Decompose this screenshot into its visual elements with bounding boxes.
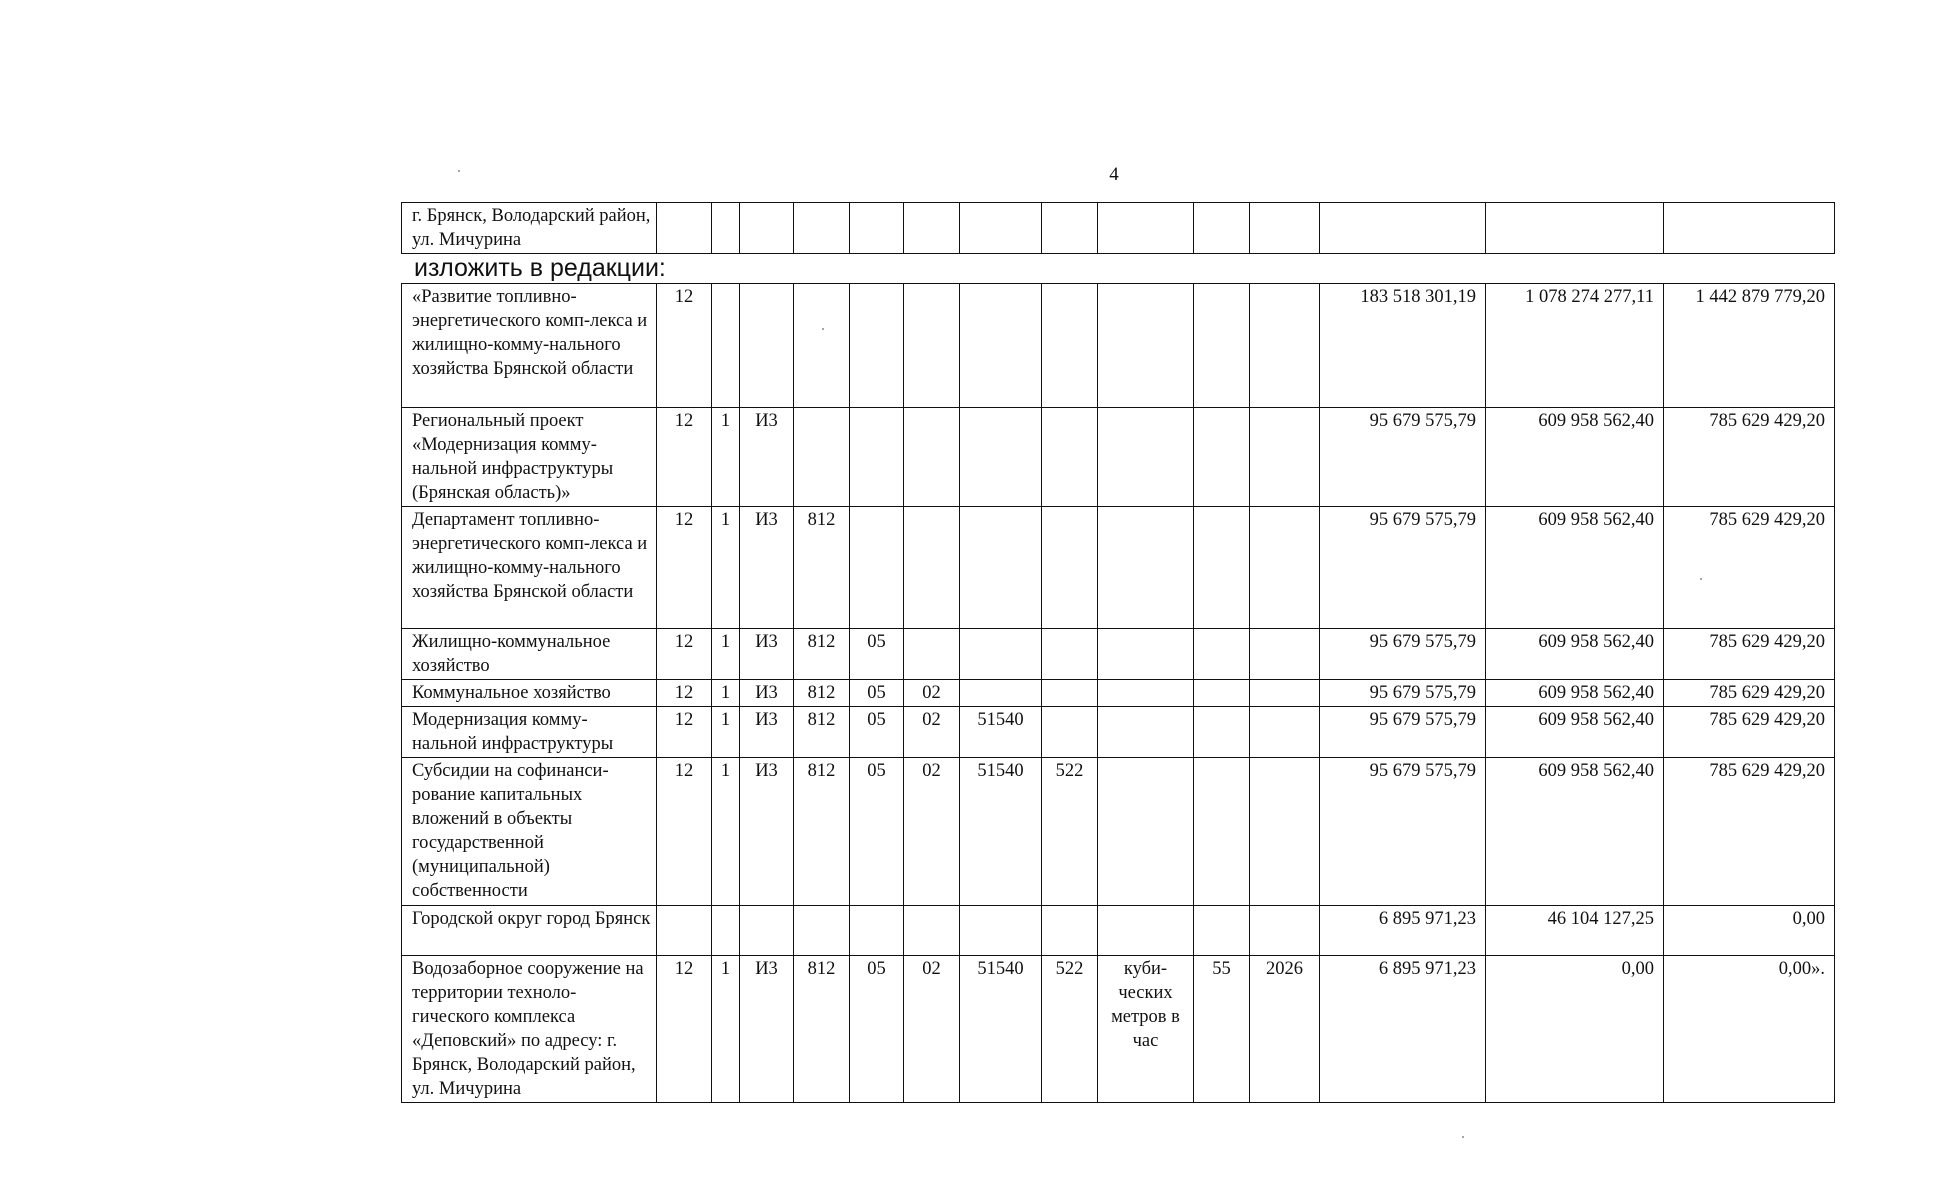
table-continuation: [401, 202, 1835, 254]
cell: [960, 203, 1042, 254]
edit-caption: изложить в редакции:: [414, 254, 666, 282]
code-cell-c7: [960, 680, 1042, 707]
cell: [657, 203, 712, 254]
row-name: Субсидии на софинанси-рование капитальных вложений в объекты государственной (муниципальной) собственности: [402, 758, 657, 906]
code-cell-c3: И3: [740, 707, 794, 758]
code-cell-c9: [1098, 906, 1194, 956]
table-row: [402, 203, 1835, 254]
cell: [1098, 203, 1194, 254]
cell: [1250, 203, 1320, 254]
code-cell-c11: [1250, 758, 1320, 906]
row-name: Жилищно-коммунальное хозяйство: [402, 629, 657, 680]
code-cell-c11: [1250, 906, 1320, 956]
table-row: [402, 284, 1835, 408]
amount-cell-v1: 6 895 971,23: [1320, 906, 1486, 956]
code-cell-c10: [1194, 284, 1250, 408]
amount-cell-v1: 95 679 575,79: [1320, 507, 1486, 629]
code-cell-c1: 12: [657, 507, 712, 629]
code-cell-c11: [1250, 707, 1320, 758]
code-cell-c6: 02: [904, 680, 960, 707]
amount-cell-v1: 95 679 575,79: [1320, 408, 1486, 507]
scan-speck: [1700, 578, 1702, 580]
code-cell-c2: 1: [712, 956, 740, 1103]
code-cell-c7: 51540: [960, 956, 1042, 1103]
table-row: [402, 507, 1835, 629]
code-cell-c1: 12: [657, 680, 712, 707]
code-cell-c3: И3: [740, 956, 794, 1103]
amount-cell-v1: 95 679 575,79: [1320, 629, 1486, 680]
row-name: «Развитие топливно-энергетического комп-лекса и жилищно-комму-нального хозяйства Брянской области: [402, 284, 657, 408]
amount-cell-v2: 609 958 562,40: [1486, 408, 1664, 507]
code-cell-c1: 12: [657, 707, 712, 758]
code-cell-c6: [904, 408, 960, 507]
code-cell-c2: 1: [712, 680, 740, 707]
code-cell-c9: [1098, 408, 1194, 507]
code-cell-c7: 51540: [960, 707, 1042, 758]
code-cell-c5: [850, 906, 904, 956]
code-cell-c1: [657, 906, 712, 956]
amount-cell-v3: 785 629 429,20: [1664, 680, 1835, 707]
code-cell-c11: [1250, 680, 1320, 707]
table-row: [402, 906, 1835, 956]
row-name: Водозаборное сооружение на территории техноло-гического комплекса «Деповский» по адресу: г. Брянск, Володарский район, ул. Мичурина: [402, 956, 657, 1103]
amount-cell-v3: 1 442 879 779,20: [1664, 284, 1835, 408]
code-cell-c9: [1098, 707, 1194, 758]
code-cell-c6: [904, 284, 960, 408]
cell: [712, 203, 740, 254]
amount-cell-v1: 95 679 575,79: [1320, 758, 1486, 906]
code-cell-c3: И3: [740, 680, 794, 707]
row-name: г. Брянск, Володарский район, ул. Мичурина: [402, 203, 657, 254]
code-cell-c4: 812: [794, 680, 850, 707]
cell: [1486, 203, 1664, 254]
scan-speck: [458, 170, 460, 172]
code-cell-c10: [1194, 408, 1250, 507]
code-cell-c2: 1: [712, 629, 740, 680]
code-cell-c3: И3: [740, 408, 794, 507]
code-cell-c10: [1194, 758, 1250, 906]
code-cell-c9: куби-ческих метров в час: [1098, 956, 1194, 1103]
amount-cell-v2: 609 958 562,40: [1486, 680, 1664, 707]
code-cell-c1: 12: [657, 956, 712, 1103]
code-cell-c7: 51540: [960, 758, 1042, 906]
code-cell-c5: [850, 284, 904, 408]
code-cell-c5: 05: [850, 758, 904, 906]
amount-cell-v3: 785 629 429,20: [1664, 707, 1835, 758]
table-row: [402, 758, 1835, 906]
cell: [850, 203, 904, 254]
code-cell-c8: [1042, 680, 1098, 707]
amount-cell-v1: 183 518 301,19: [1320, 284, 1486, 408]
amount-cell-v2: 609 958 562,40: [1486, 707, 1664, 758]
code-cell-c2: 1: [712, 507, 740, 629]
table-row: [402, 956, 1835, 1103]
code-cell-c11: [1250, 507, 1320, 629]
code-cell-c6: 02: [904, 758, 960, 906]
code-cell-c5: 05: [850, 707, 904, 758]
code-cell-c5: [850, 408, 904, 507]
cell: [1194, 203, 1250, 254]
code-cell-c4: 812: [794, 507, 850, 629]
table-row: [402, 707, 1835, 758]
budget-table: [401, 283, 1835, 1103]
amount-cell-v2: 609 958 562,40: [1486, 629, 1664, 680]
row-name: Модернизация комму-нальной инфраструктуры: [402, 707, 657, 758]
code-cell-c3: И3: [740, 629, 794, 680]
amount-cell-v3: 785 629 429,20: [1664, 507, 1835, 629]
cell: [1042, 203, 1098, 254]
code-cell-c5: 05: [850, 680, 904, 707]
code-cell-c3: [740, 906, 794, 956]
amount-cell-v3: 0,00: [1664, 906, 1835, 956]
code-cell-c11: [1250, 284, 1320, 408]
code-cell-c6: 02: [904, 707, 960, 758]
row-name: Коммунальное хозяйство: [402, 680, 657, 707]
amount-cell-v2: 609 958 562,40: [1486, 507, 1664, 629]
code-cell-c4: 812: [794, 629, 850, 680]
code-cell-c4: 812: [794, 758, 850, 906]
code-cell-c1: 12: [657, 408, 712, 507]
code-cell-c6: [904, 507, 960, 629]
code-cell-c8: [1042, 507, 1098, 629]
amount-cell-v1: 95 679 575,79: [1320, 707, 1486, 758]
code-cell-c11: [1250, 629, 1320, 680]
cell: [1664, 203, 1835, 254]
code-cell-c10: 55: [1194, 956, 1250, 1103]
cell: [740, 203, 794, 254]
code-cell-c1: 12: [657, 758, 712, 906]
code-cell-c8: [1042, 707, 1098, 758]
code-cell-c4: [794, 906, 850, 956]
row-name: Региональный проект «Модернизация комму-нальной инфраструктуры (Брянская область)»: [402, 408, 657, 507]
code-cell-c9: [1098, 507, 1194, 629]
amount-cell-v3: 785 629 429,20: [1664, 629, 1835, 680]
amount-cell-v2: 1 078 274 277,11: [1486, 284, 1664, 408]
code-cell-c7: [960, 507, 1042, 629]
code-cell-c10: [1194, 707, 1250, 758]
code-cell-c7: [960, 629, 1042, 680]
code-cell-c6: [904, 906, 960, 956]
amount-cell-v1: 6 895 971,23: [1320, 956, 1486, 1103]
code-cell-c2: [712, 284, 740, 408]
amount-cell-v2: 46 104 127,25: [1486, 906, 1664, 956]
code-cell-c1: 12: [657, 284, 712, 408]
code-cell-c6: [904, 629, 960, 680]
code-cell-c8: 522: [1042, 758, 1098, 906]
code-cell-c9: [1098, 680, 1194, 707]
code-cell-c4: 812: [794, 707, 850, 758]
amount-cell-v2: 0,00: [1486, 956, 1664, 1103]
code-cell-c2: [712, 906, 740, 956]
code-cell-c8: [1042, 408, 1098, 507]
amount-cell-v3: 785 629 429,20: [1664, 758, 1835, 906]
amount-cell-v2: 609 958 562,40: [1486, 758, 1664, 906]
code-cell-c3: [740, 284, 794, 408]
code-cell-c5: 05: [850, 629, 904, 680]
code-cell-c9: [1098, 758, 1194, 906]
amount-cell-v1: 95 679 575,79: [1320, 680, 1486, 707]
table-row: [402, 680, 1835, 707]
code-cell-c11: 2026: [1250, 956, 1320, 1103]
code-cell-c8: 522: [1042, 956, 1098, 1103]
page-number: 4: [1109, 164, 1119, 185]
code-cell-c5: 05: [850, 956, 904, 1103]
code-cell-c8: [1042, 284, 1098, 408]
code-cell-c2: 1: [712, 758, 740, 906]
code-cell-c10: [1194, 680, 1250, 707]
code-cell-c7: [960, 408, 1042, 507]
code-cell-c6: 02: [904, 956, 960, 1103]
code-cell-c5: [850, 507, 904, 629]
code-cell-c10: [1194, 629, 1250, 680]
scan-speck: [1462, 1136, 1464, 1138]
code-cell-c1: 12: [657, 629, 712, 680]
code-cell-c4: [794, 408, 850, 507]
code-cell-c2: 1: [712, 408, 740, 507]
cell: [904, 203, 960, 254]
code-cell-c3: И3: [740, 758, 794, 906]
cell: [1320, 203, 1486, 254]
code-cell-c8: [1042, 629, 1098, 680]
cell: [794, 203, 850, 254]
row-name: Департамент топливно-энергетического комп-лекса и жилищно-комму-нального хозяйства Брянской области: [402, 507, 657, 629]
scan-speck: [822, 328, 824, 330]
code-cell-c8: [1042, 906, 1098, 956]
code-cell-c2: 1: [712, 707, 740, 758]
code-cell-c9: [1098, 629, 1194, 680]
code-cell-c7: [960, 906, 1042, 956]
table-row: [402, 629, 1835, 680]
code-cell-c9: [1098, 284, 1194, 408]
table-row: [402, 408, 1835, 507]
amount-cell-v3: 0,00».: [1664, 956, 1835, 1103]
code-cell-c10: [1194, 507, 1250, 629]
code-cell-c4: 812: [794, 956, 850, 1103]
code-cell-c4: [794, 284, 850, 408]
code-cell-c3: И3: [740, 507, 794, 629]
code-cell-c11: [1250, 408, 1320, 507]
code-cell-c10: [1194, 906, 1250, 956]
code-cell-c7: [960, 284, 1042, 408]
row-name: Городской округ город Брянск: [402, 906, 657, 956]
amount-cell-v3: 785 629 429,20: [1664, 408, 1835, 507]
